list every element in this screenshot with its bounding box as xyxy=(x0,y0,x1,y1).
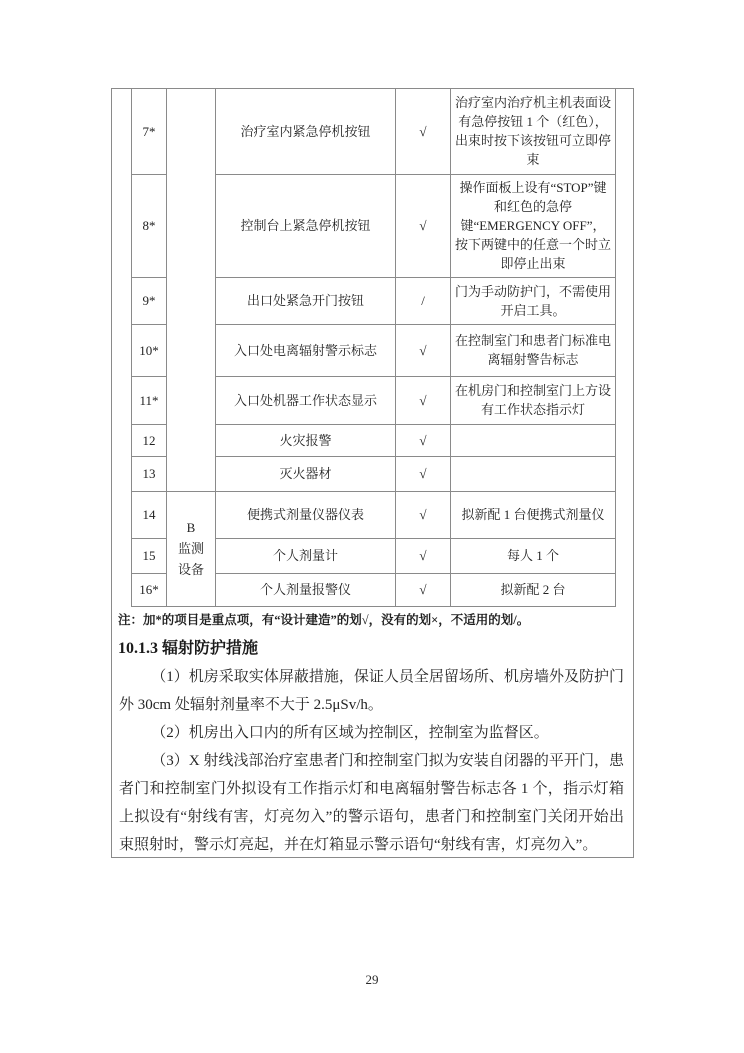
category-cell-monitoring xyxy=(167,491,216,606)
row-number-cell: 7* xyxy=(132,89,167,174)
row-number-cell: 8* xyxy=(132,174,167,277)
row-number-cell: 9* xyxy=(132,277,167,324)
mark-cell: √ xyxy=(396,424,451,456)
table-row xyxy=(132,491,616,538)
item-cell: 火灾报警 xyxy=(216,424,396,456)
category-word-1: 监测 xyxy=(177,541,204,556)
note-cell: 在控制室门和患者门标准电离辐射警告标志 xyxy=(451,324,616,376)
note-cell: 门为手动防护门，不需使用开启工具。 xyxy=(451,277,616,324)
mark-cell: √ xyxy=(396,573,451,606)
row-number-cell: 13 xyxy=(132,456,167,491)
note-cell: 在机房门和控制室门上方设有工作状态指示灯 xyxy=(451,376,616,424)
note-cell: 拟新配 2 台 xyxy=(451,573,616,606)
paragraph-2: （2）机房出入口内的所有区域为控制区，控制室为监督区。 xyxy=(151,724,549,741)
row-number-cell: 15 xyxy=(132,538,167,573)
mark-cell: / xyxy=(396,277,451,324)
note-cell: 每人 1 个 xyxy=(451,538,616,573)
table-row xyxy=(132,89,616,174)
item-cell: 灭火器材 xyxy=(216,456,396,491)
mark-cell: √ xyxy=(396,174,451,277)
item-cell: 控制台上紧急停机按钮 xyxy=(216,174,396,277)
mark-cell: √ xyxy=(396,456,451,491)
note-cell: 拟新配 1 台便携式剂量仪 xyxy=(451,491,616,538)
page-number: 29 xyxy=(365,972,379,987)
category-word-2: 设备 xyxy=(177,562,204,577)
item-cell: 便携式剂量仪器仪表 xyxy=(216,491,396,538)
mark-cell: √ xyxy=(396,376,451,424)
table-footnote: 注：加*的项目是重点项，有“设计建造”的划√，没有的划×，不适用的划/。 xyxy=(118,612,530,627)
mark-cell: √ xyxy=(396,89,451,174)
row-number-cell: 16* xyxy=(132,573,167,606)
item-cell: 个人剂量计 xyxy=(216,538,396,573)
note-cell xyxy=(451,424,616,456)
item-cell: 入口处机器工作状态显示 xyxy=(216,376,396,424)
item-cell: 治疗室内紧急停机按钮 xyxy=(216,89,396,174)
category-cell-empty xyxy=(167,89,216,491)
mark-cell: √ xyxy=(396,538,451,573)
note-cell: 操作面板上设有“STOP”键和红色的急停键“EMERGENCY OFF”，按下两键中的任意一个时立即停止出束 xyxy=(451,174,616,277)
note-cell xyxy=(451,456,616,491)
row-number-cell: 10* xyxy=(132,324,167,376)
mark-cell: √ xyxy=(396,324,451,376)
row-number-cell: 12 xyxy=(132,424,167,456)
mark-cell: √ xyxy=(396,491,451,538)
item-cell: 入口处电离辐射警示标志 xyxy=(216,324,396,376)
paragraph-3: （3）X 射线浅部治疗室患者门和控制室门拟为安装自闭器的平开门，患者门和控制室门外拟设有工作指示灯和电离辐射警告标志各 1 个，指示灯箱上拟设有“射线有害，灯亮勿入”的警示语句，患者门和控制室门关闭开始出束照射时，警示灯亮起，并在灯箱显示警示语句“射线有害，灯亮勿入”。 xyxy=(119,752,624,853)
row-number-cell: 14 xyxy=(132,491,167,538)
safety-equipment-table xyxy=(131,89,616,607)
section-heading: 10.1.3 辐射防护措施 xyxy=(118,639,259,657)
item-cell: 个人剂量报警仪 xyxy=(216,573,396,606)
section-body xyxy=(119,663,624,859)
content-frame xyxy=(111,88,634,858)
category-letter: B xyxy=(186,520,196,535)
paragraph-1: （1）机房采取实体屏蔽措施，保证人员全居留场所、机房墙外及防护门外 30cm 处辐射剂量率不大于 2.5μSv/h。 xyxy=(119,668,624,713)
row-number-cell: 11* xyxy=(132,376,167,424)
note-cell: 治疗室内治疗机主机表面设有急停按钮 1 个（红色），出束时按下该按钮可立即停束 xyxy=(451,89,616,174)
item-cell: 出口处紧急开门按钮 xyxy=(216,277,396,324)
